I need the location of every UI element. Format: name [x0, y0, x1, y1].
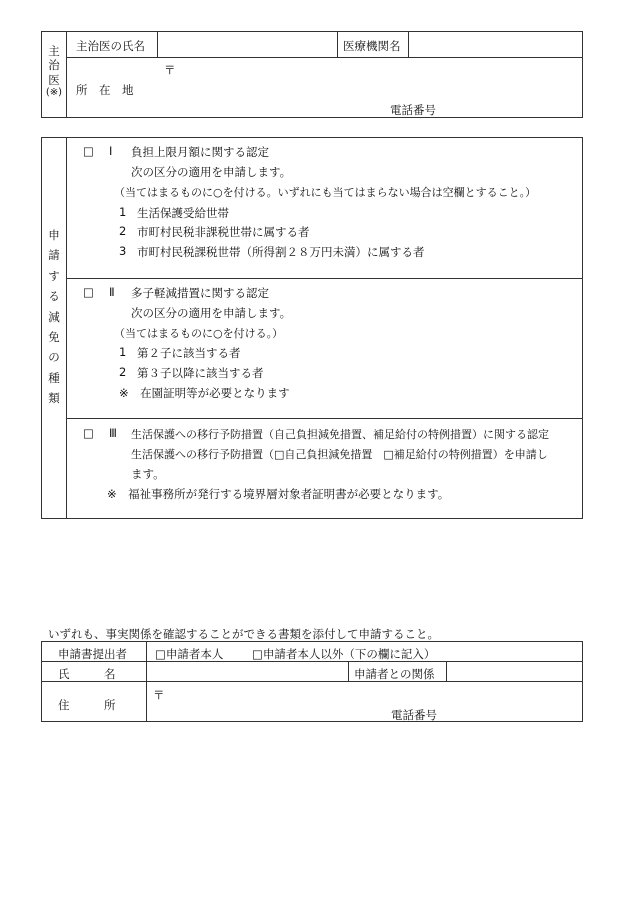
physician-postal-mark: 〒 — [164, 63, 176, 77]
submitter-relation-field[interactable] — [447, 662, 582, 680]
side-char: の — [48, 350, 60, 365]
section1-note: （当てはまるものに○を付ける。いずれにも当てはまらない場合は空欄とすること。） — [114, 186, 537, 199]
divider — [66, 57, 583, 58]
submitter-address-label: 住 所 — [58, 698, 116, 712]
side-char: る — [48, 289, 60, 304]
side-char: 医 — [48, 72, 60, 87]
submitter-relation-label: 申請者との関係 — [354, 667, 435, 681]
section3-title: 生活保護への移行予防措置（自己負担減免措置、補足給付の特例措置）に関する認定 — [131, 428, 549, 441]
section1-option-text: 生活保護受給世帯 — [137, 206, 229, 220]
side-char: 主 — [48, 44, 60, 58]
section3-line2: ます。 — [131, 467, 165, 481]
divider — [66, 418, 583, 419]
physician-phone-label: 電話番号 — [390, 103, 436, 117]
side-char: (※) — [45, 87, 63, 99]
side-char: 免 — [48, 329, 60, 344]
section3-remark: ※ 福祉事務所が発行する境界層対象者証明書が必要となります。 — [107, 487, 450, 501]
submitter-name-label: 氏 名 — [58, 667, 116, 681]
physician-name-label: 主治医の氏名 — [76, 39, 145, 53]
section1-option-text: 市町村民税課税世帯（所得割２８万円未満）に属する者 — [137, 245, 425, 259]
divider — [66, 137, 67, 519]
side-char: 類 — [48, 391, 60, 405]
submitter-option-other[interactable]: □申請者本人以外（下の欄に記入） — [252, 647, 436, 661]
section2-note: （当てはまるものに○を付ける。） — [114, 327, 284, 340]
side-char: 申 — [48, 228, 60, 242]
section1-option-text: 市町村民税非課税世帯に属する者 — [137, 225, 310, 239]
section3-checkbox[interactable]: □ — [83, 426, 94, 440]
submitter-name-field[interactable] — [147, 662, 347, 680]
submitter-phone-label: 電話番号 — [391, 708, 437, 722]
section2-title: 多子軽減措置に関する認定 — [131, 286, 269, 300]
section1-option-num: 2 — [119, 224, 127, 238]
section3-numeral: Ⅲ — [109, 426, 117, 440]
section1-option-num: 3 — [119, 244, 127, 258]
institution-field[interactable] — [409, 32, 582, 56]
section2-option-num: 2 — [119, 365, 127, 379]
footer-note: いずれも、事実関係を確認することができる書類を添付して申請すること。 — [48, 627, 439, 641]
section2-apply-text: 次の区分の適用を申請します。 — [131, 306, 292, 320]
section2-checkbox[interactable]: □ — [83, 285, 94, 299]
submitter-label: 申請書提出者 — [58, 647, 127, 661]
divider — [337, 31, 338, 57]
side-char: 種 — [48, 370, 60, 385]
physician-side-label — [42, 44, 66, 100]
section1-option-num: 1 — [119, 205, 127, 219]
section2-remark: ※ 在園証明等が必要となります — [119, 386, 290, 400]
submitter-postal-mark: 〒 — [153, 688, 165, 702]
section1-apply-text: 次の区分の適用を申請します。 — [131, 165, 292, 179]
section2-option-text: 第２子に該当する者 — [137, 346, 241, 360]
divider — [348, 661, 349, 681]
physician-name-field[interactable] — [158, 32, 336, 56]
divider — [41, 681, 583, 682]
divider — [66, 31, 67, 118]
section3-line1: 生活保護への移行予防措置（□自己負担減免措置 □補足給付の特例措置）を申請し — [131, 448, 548, 461]
side-char: 治 — [48, 58, 60, 73]
section2-option-text: 第３子以降に該当する者 — [137, 366, 264, 380]
section1-numeral: Ⅰ — [109, 144, 113, 158]
divider — [146, 641, 147, 722]
section1-title: 負担上限月額に関する認定 — [131, 145, 269, 159]
physician-address-label: 所 在 地 — [76, 83, 134, 97]
side-char: 減 — [48, 309, 60, 324]
section2-option-num: 1 — [119, 345, 127, 359]
section1-checkbox[interactable]: □ — [83, 144, 94, 158]
section2-numeral: Ⅱ — [109, 285, 115, 299]
side-char: す — [48, 268, 60, 283]
reduction-side-label — [42, 228, 66, 405]
submitter-option-self[interactable]: □申請者本人 — [155, 647, 224, 661]
divider — [66, 278, 583, 279]
side-char: 請 — [48, 248, 60, 263]
institution-label: 医療機関名 — [343, 39, 401, 53]
